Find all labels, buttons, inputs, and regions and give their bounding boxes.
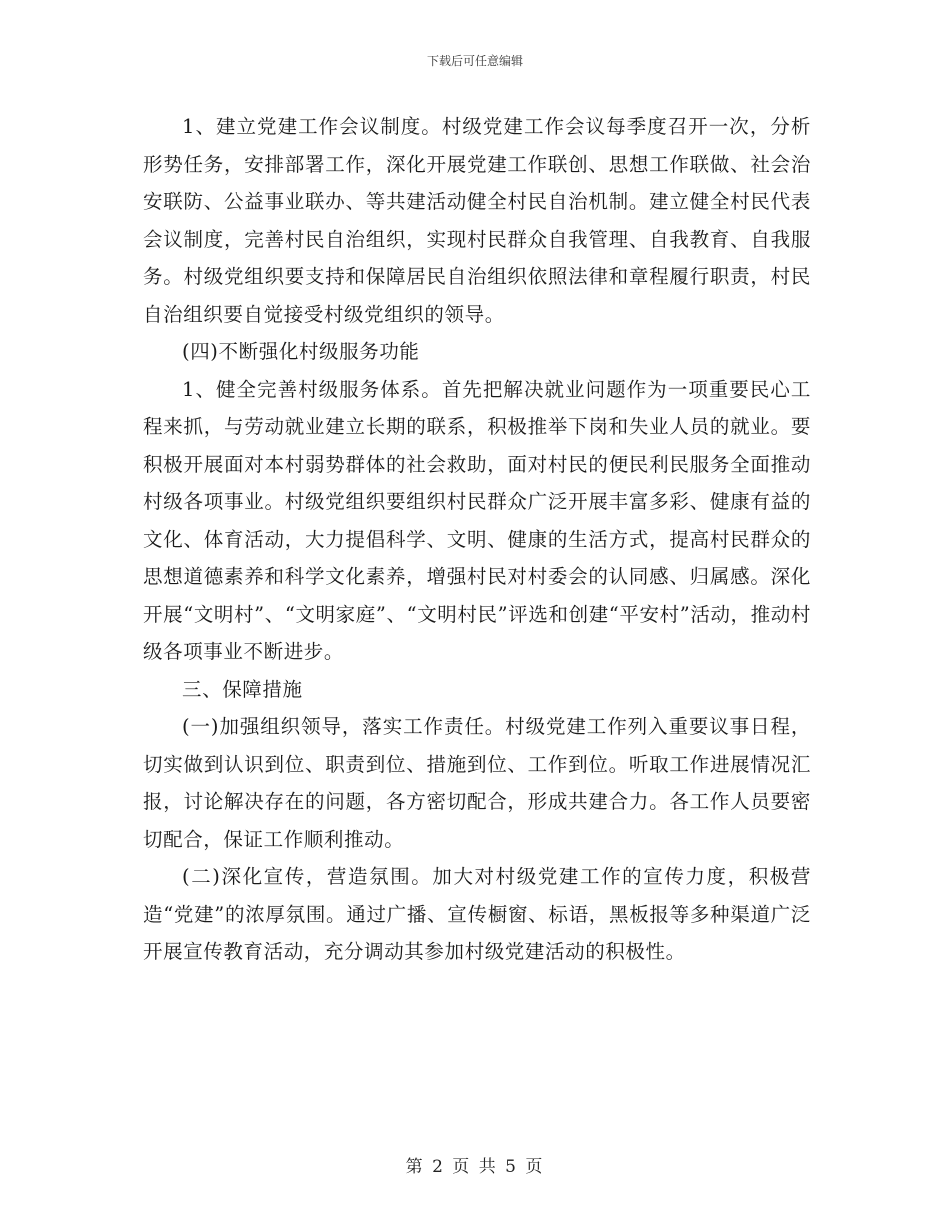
document-body: [143, 108, 811, 971]
page-header: 下载后可任意编辑: [426, 54, 523, 68]
page-number: 第 2 页 共 5 页: [405, 1157, 545, 1177]
paragraph-publicity: (二)深化宣传，营造氛围。加大对村级党建工作的宣传力度，积极营造“党建”的浓厚氛围。通过广播、宣传橱窗、标语，黑板报等多种渠道广泛开展宣传教育活动，充分调动其参加村级党建活动的积极性。: [143, 865, 811, 963]
paragraph-organization-leadership: (一)加强组织领导，落实工作责任。村级党建工作列入重要议事日程，切实做到认识到位、职责到位、措施到位、工作到位。听取工作进展情况汇报，讨论解决存在的问题，各方密切配合，形成共建合力。各工作人员要密切配合，保证工作顺利推动。: [143, 715, 811, 851]
paragraph-service-system: 1、健全完善村级服务体系。首先把解决就业问题作为一项重要民心工程来抓，与劳动就业建立长期的联系，积极推举下岗和失业人员的就业。要积极开展面对本村弱势群体的社会救助，面对村民的便民利民服务全面推动村级各项事业。村级党组织要组织村民群众广泛开展丰富多彩、健康有益的文化、体育活动，大力提倡科学、文明、健康的生活方式，提高村民群众的思想道德素养和科学文化素养，增强村民对村委会的认同感、归属感。深化开展“文明村”、“文明家庭”、“文明村民”评选和创建“平安村”活动，推动村级各项事业不断进步。: [143, 377, 811, 663]
section-heading-safeguards: 三、保障措施: [182, 677, 303, 701]
paragraph-meeting-system: 1、建立党建工作会议制度。村级党建工作会议每季度召开一次，分析形势任务，安排部署工作，深化开展党建工作联创、思想工作联做、社会治安联防、公益事业联办、等共建活动健全村民自治机制。建立健全村民代表会议制度，完善村民自治组织，实现村民群众自我管理、自我教育、自我服务。村级党组织要支持和保障居民自治组织依照法律和章程履行职责，村民自治组织要自觉接受村级党组织的领导。: [143, 115, 811, 326]
section-heading-service-function: (四)不断强化村级服务功能: [182, 340, 420, 363]
